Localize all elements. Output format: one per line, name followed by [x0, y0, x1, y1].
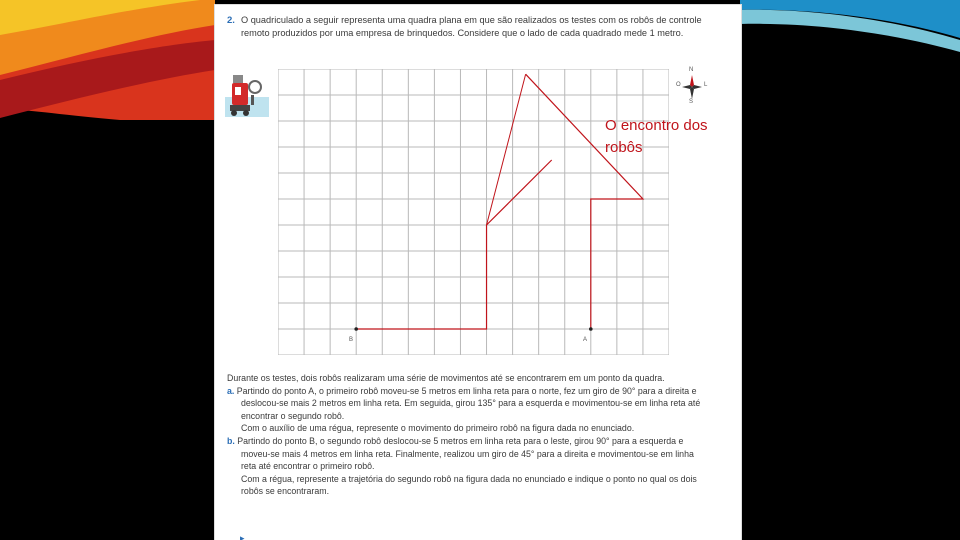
robot-b-path [356, 160, 552, 329]
item-a-text: Partindo do ponto A, o primeiro robô moveu-se 5 metros em linha reta para o norte, fez um giro de 90° para a direita e deslocou-se mais 2 metros em linha reta. Em seguida, girou 135° para a esquerda e movimentou-se em linha reta até encontrar o segundo robô. [236, 385, 701, 421]
item-b [227, 435, 709, 473]
point-b-marker [354, 327, 358, 331]
item-b-text: Partindo do ponto B, o segundo robô deslocou-se 5 metros em linha reta para o leste, girou 90° para a esquerda e moveu-se mais 4 metros em linha reta. Finalmente, realizou um giro de 45° para a direita e movimentou-se em linha reta até encontrar o primeiro robô. [237, 435, 694, 472]
meeting-point-annotation: O encontro dos robôs [605, 117, 708, 156]
item-a-instruction: Com o auxílio de uma régua, represente o movimento do primeiro robô na figura dada no enunciado. [241, 423, 635, 434]
question-number: 2. [227, 15, 235, 26]
intro-paragraph: Durante os testes, dois robôs realizaram uma série de movimentos até se encontrarem em um ponto da quadra. [227, 373, 665, 383]
point-a-label: A [583, 337, 588, 343]
compass-south: S [689, 99, 694, 105]
compass-west: O [676, 82, 681, 88]
robot-b-diagonal-path [487, 74, 526, 225]
item-b-instruction: Com a régua, represente a trajetória do segundo robô na figura dada no enunciado e indique o ponto no qual os dois robôs se encontraram. [241, 473, 697, 497]
point-a-marker [589, 327, 593, 331]
robot-a-path [526, 74, 643, 329]
compass-north: N [689, 67, 694, 73]
item-b-label: b. [227, 435, 235, 446]
question-body [227, 372, 709, 498]
compass-east: L [704, 82, 708, 88]
question-text: O quadriculado a seguir representa uma quadra plana em que são realizados os testes com os robôs de controle remoto produzidos por uma empresa de brinquedos. Considere que o lado de cada quadrado mede 1 metro. [241, 15, 702, 38]
worksheet-page [215, 5, 741, 540]
point-b-label: B [349, 337, 354, 343]
page-continuation-mark: ▸ [240, 533, 245, 540]
robot-illustration [225, 67, 269, 119]
court-grid [278, 69, 669, 355]
item-a-label: a. [227, 385, 235, 396]
item-a [227, 385, 709, 423]
